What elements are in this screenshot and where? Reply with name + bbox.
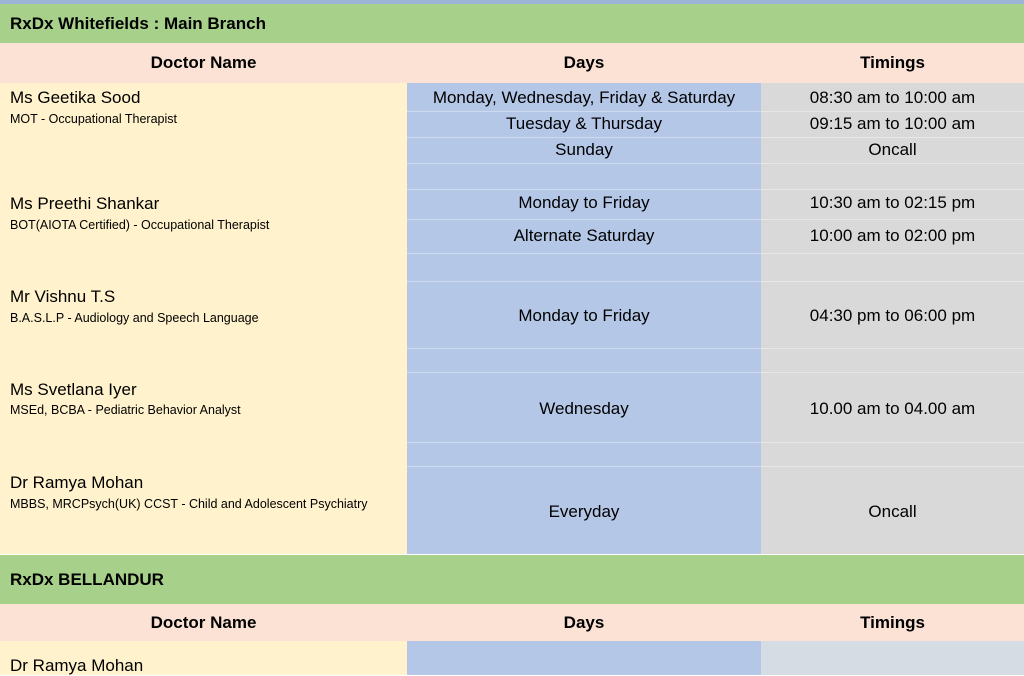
schedule-time: Oncall bbox=[868, 502, 917, 521]
schedule-time: 10:30 am to 02:15 pm bbox=[809, 193, 976, 212]
row-divider bbox=[407, 111, 1024, 112]
row-divider bbox=[407, 253, 1024, 254]
schedule-days: Sunday bbox=[555, 140, 613, 159]
schedule-days: Monday, Wednesday, Friday & Saturday bbox=[432, 88, 736, 107]
schedule-days: Tuesday & Thursday bbox=[506, 114, 662, 133]
doctor-name: Ms Geetika Sood bbox=[10, 88, 141, 107]
schedule-time: Oncall bbox=[868, 140, 917, 159]
schedule-days: Monday to Friday bbox=[518, 193, 650, 212]
header-timings: Timings bbox=[860, 53, 925, 72]
schedule-time: 10:00 am to 02:00 pm bbox=[809, 226, 976, 245]
row-divider bbox=[407, 348, 1024, 349]
header-days: Days bbox=[563, 612, 605, 632]
branch-title-bellandur bbox=[0, 555, 1024, 604]
branch-title-whitefields bbox=[0, 4, 1024, 43]
doctor-qualification: MSEd, BCBA - Pediatric Behavior Analyst bbox=[10, 403, 241, 417]
doctor-name: Dr Ramya Mohan bbox=[10, 473, 144, 492]
header-doctor-name: Doctor Name bbox=[150, 612, 257, 632]
doctor-qualification: MBBS, MRCPsych(UK) CCST - Child and Adolescent Psychiatry bbox=[10, 497, 368, 511]
row-divider bbox=[407, 219, 1024, 220]
schedule-time: 04:30 pm to 06:00 pm bbox=[809, 306, 976, 325]
schedule-days: Alternate Saturday bbox=[513, 226, 655, 245]
doctor-qualification: MOT - Occupational Therapist bbox=[10, 112, 177, 126]
branch-title-text: RxDx BELLANDUR bbox=[10, 569, 164, 589]
header-days: Days bbox=[563, 53, 605, 72]
branch-title-text: RxDx Whitefields : Main Branch bbox=[10, 13, 266, 33]
schedule-days: Monday to Friday bbox=[518, 306, 650, 325]
doctor-name: Ms Preethi Shankar bbox=[10, 194, 160, 213]
schedule-time: 10.00 am to 04.00 am bbox=[809, 399, 976, 418]
schedule-time: 09:15 am to 10:00 am bbox=[809, 114, 976, 133]
schedule-days: Everyday bbox=[548, 502, 620, 521]
row-divider bbox=[407, 189, 1024, 190]
days-column bbox=[407, 641, 761, 675]
header-timings: Timings bbox=[860, 612, 925, 632]
table-header-row bbox=[0, 604, 1024, 641]
doctor-name: Mr Vishnu T.S bbox=[10, 287, 116, 306]
doctor-name: Ms Svetlana Iyer bbox=[10, 380, 137, 399]
row-divider bbox=[407, 442, 1024, 443]
schedule-days: Wednesday bbox=[539, 399, 629, 418]
row-divider bbox=[407, 281, 1024, 282]
timings-column bbox=[761, 641, 1024, 675]
doctor-qualification: B.A.S.L.P - Audiology and Speech Language bbox=[10, 311, 259, 325]
header-doctor-name: Doctor Name bbox=[150, 53, 257, 72]
row-divider bbox=[407, 466, 1024, 467]
row-divider bbox=[407, 372, 1024, 373]
row-divider bbox=[407, 163, 1024, 164]
doctor-qualification: BOT(AIOTA Certified) - Occupational Therapist bbox=[10, 218, 270, 232]
table-header-row bbox=[0, 43, 1024, 83]
row-divider bbox=[407, 137, 1024, 138]
schedule-time: 08:30 am to 10:00 am bbox=[809, 88, 976, 107]
doctor-name: Dr Ramya Mohan bbox=[10, 656, 144, 675]
